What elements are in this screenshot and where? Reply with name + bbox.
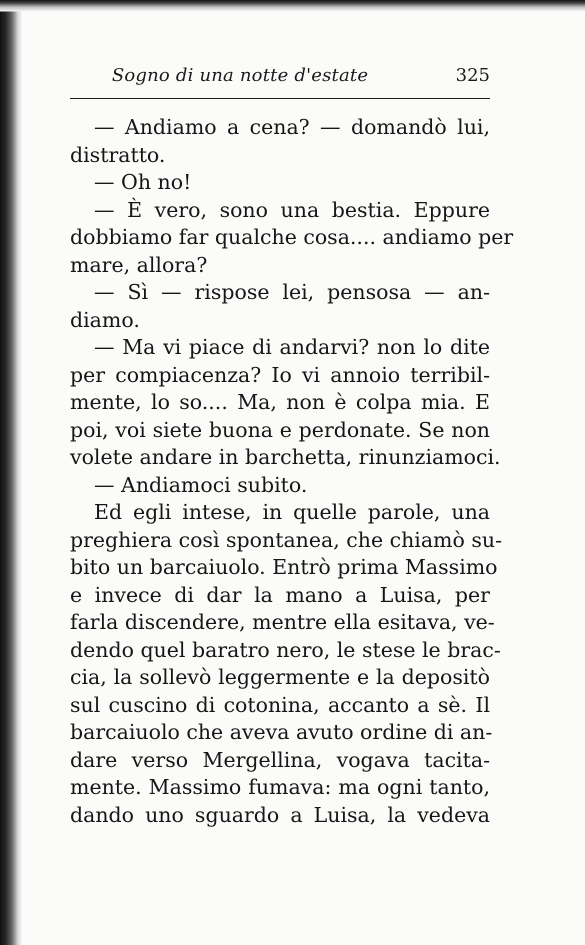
body-text bbox=[70, 114, 514, 829]
text-line: — Andiamo a cena? — domandò lui, bbox=[94, 115, 490, 139]
text-line: diamo. bbox=[70, 307, 140, 332]
text-line: poi, voi siete buona e perdonate. Se non bbox=[70, 417, 490, 442]
page-number: 325 bbox=[455, 65, 490, 86]
text-line: mare, allora? bbox=[70, 252, 208, 277]
text-line: cia, la sollevò leggermente e la depositò bbox=[70, 665, 490, 689]
text-line: dobbiamo far qualche cosa.... andiamo per bbox=[70, 225, 514, 249]
text-line: — Andiamoci subito. bbox=[94, 472, 308, 497]
text-line: dare verso Mergellina, vogava tacita- bbox=[70, 747, 490, 772]
text-line: — Sì — rispose lei, pensosa — an- bbox=[94, 280, 490, 304]
text-line: mente, lo so.... Ma, non è colpa mia. E bbox=[70, 390, 490, 414]
text-line: — Oh no! bbox=[94, 170, 192, 194]
text-line: dendo quel baratro nero, le stese le brac- bbox=[70, 637, 501, 662]
text-line: bito un barcaiuolo. Entrò prima Massimo bbox=[70, 555, 498, 579]
book-page bbox=[22, 12, 585, 945]
text-line: Ed egli intese, in quelle parole, una bbox=[94, 500, 490, 524]
text-line: dando uno sguardo a Luisa, la vedeva bbox=[70, 802, 490, 827]
text-line: volete andare in barchetta, rinunziamoci. bbox=[70, 445, 501, 469]
text-line: per compiacenza? Io vi annoio terribil- bbox=[70, 362, 490, 387]
text-line: e invece di dar la mano a Luisa, per bbox=[70, 582, 490, 607]
running-head bbox=[70, 65, 490, 93]
text-line: — È vero, sono una bestia. Eppure bbox=[94, 197, 490, 222]
text-line: preghiera così spontanea, che chiamò su- bbox=[70, 527, 503, 552]
scan-top-edge bbox=[0, 0, 585, 12]
text-line: barcaiuolo che aveva avuto ordine di an- bbox=[70, 720, 493, 744]
running-head-title: Sogno di una notte d'estate bbox=[111, 65, 369, 86]
scan-binding-edge bbox=[0, 0, 22, 945]
text-line: — Ma vi piace di andarvi? non lo dite bbox=[94, 335, 490, 359]
text-line: sul cuscino di cotonina, accanto a sè. Il bbox=[70, 692, 490, 717]
text-line: distratto. bbox=[70, 142, 166, 167]
text-line: mente. Massimo fumava: ma ogni tanto, bbox=[70, 775, 490, 799]
text-line: farla discendere, mentre ella esitava, ve- bbox=[70, 610, 495, 634]
header-rule bbox=[70, 98, 490, 99]
